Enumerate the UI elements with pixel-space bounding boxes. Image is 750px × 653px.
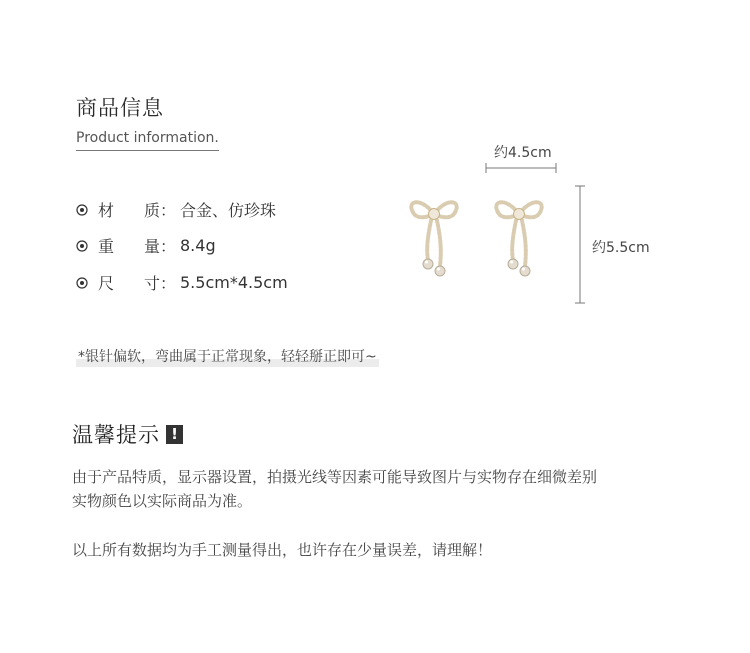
circle-dot-icon <box>76 240 88 252</box>
spec-value: 合金、仿珍珠 <box>180 201 277 220</box>
earring-right-image <box>489 194 549 290</box>
spec-row-weight <box>76 234 216 257</box>
tips-paragraph-1 <box>72 465 597 513</box>
width-dimension-line <box>480 160 560 176</box>
tips-paragraph-2: 以上所有数据均为手工测量得出，也许存在少量误差，请理解！ <box>72 541 493 559</box>
exclamation-icon: ! <box>166 425 183 444</box>
spec-key-suffix: 质： <box>144 201 177 220</box>
spec-key: 材 <box>98 201 115 220</box>
height-label: 约5.5cm <box>592 240 650 256</box>
tips-line: 由于产品特质，显示器设置，拍摄光线等因素可能导致图片与实物存在细微差别 <box>72 468 598 486</box>
spec-value: 8.4g <box>180 236 216 255</box>
spec-row-material <box>76 198 276 221</box>
spec-key-suffix: 寸： <box>144 274 177 293</box>
circle-dot-icon <box>76 277 88 289</box>
tips-line: 实物颜色以实际商品为准。 <box>72 492 253 510</box>
care-note: *银针偏软，弯曲属于正常现象，轻轻掰正即可~ <box>76 346 379 367</box>
spec-value: 5.5cm*4.5cm <box>180 273 288 292</box>
tips-heading <box>72 419 183 449</box>
spec-key-suffix: 量： <box>144 237 177 256</box>
spec-key: 重 <box>98 237 115 256</box>
spec-key: 尺 <box>98 274 115 293</box>
section-title: 商品信息 <box>76 96 164 120</box>
circle-dot-icon <box>76 204 88 216</box>
spec-row-size <box>76 271 288 294</box>
width-label: 约4.5cm <box>494 145 552 161</box>
section-subtitle: Product information. <box>76 130 219 151</box>
tips-title: 温馨提示 <box>72 423 160 447</box>
height-dimension-line <box>572 184 588 306</box>
earring-left-image <box>404 194 464 290</box>
